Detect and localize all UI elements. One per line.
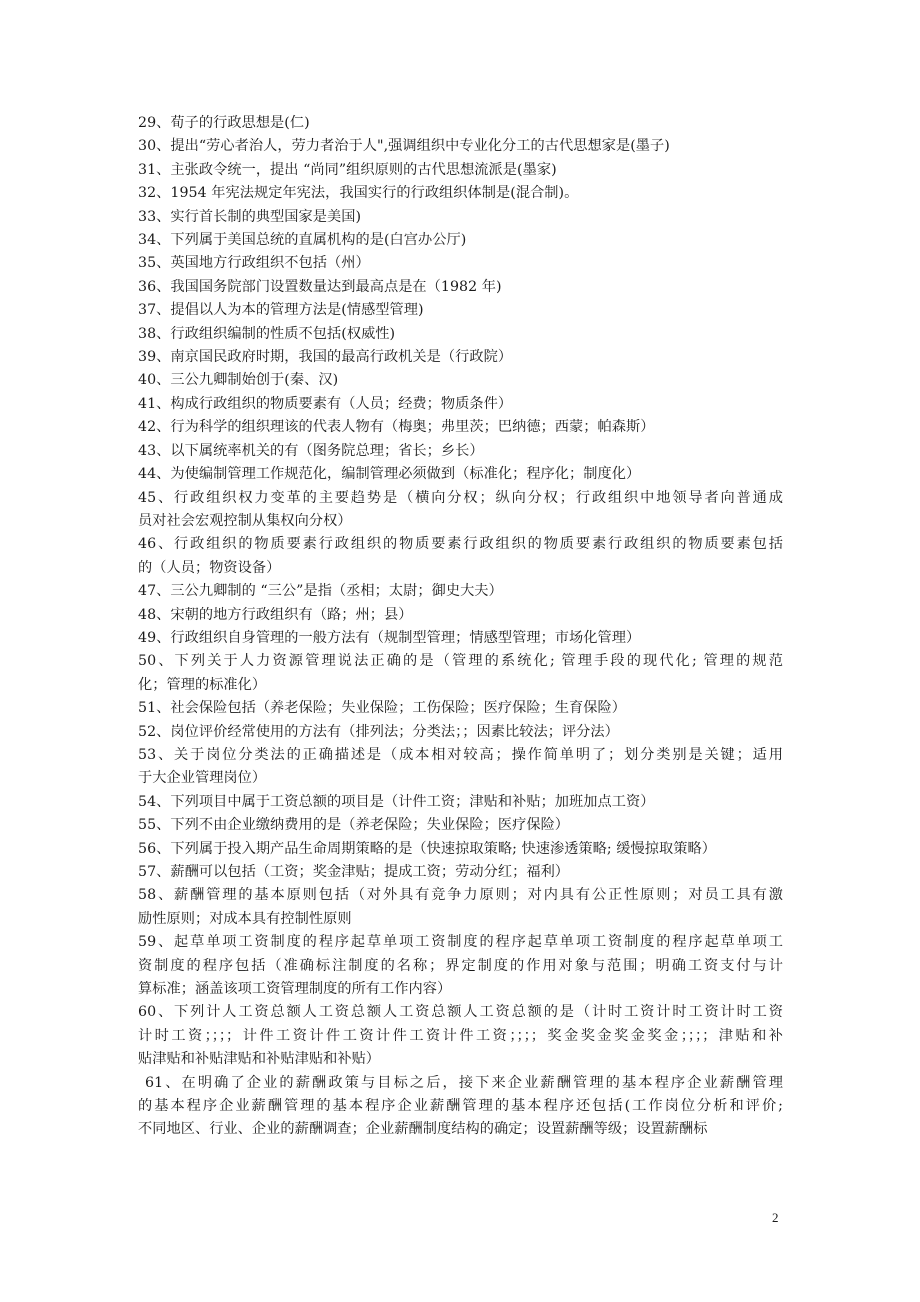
question-item bbox=[138, 463, 783, 486]
question-item bbox=[138, 229, 783, 252]
text-line: 34、下列属于美国总统的直属机构的是(白宫办公厅) bbox=[138, 232, 467, 249]
question-item bbox=[138, 299, 783, 322]
text-line: 46、行政组织的物质要素行政组织的物质要素行政组织的物质要素行政组织的物质要素包括 bbox=[138, 536, 783, 553]
text-line: 于大企业管理岗位） bbox=[138, 770, 267, 787]
text-line: 励性原则；对成本具有控制性原则 bbox=[138, 910, 352, 927]
question-item bbox=[138, 206, 783, 229]
question-item bbox=[138, 884, 783, 931]
question-item bbox=[138, 533, 783, 580]
question-item bbox=[138, 276, 783, 299]
text-line: 30、提出“劳心者治人，劳力者治于人",强调组织中专业化分工的古代思想家是(墨子) bbox=[138, 138, 670, 155]
text-line: 40、三公九卿制始创于(秦、汉) bbox=[138, 372, 339, 389]
text-line: 贴津贴和补贴津贴和补贴津贴和补贴） bbox=[138, 1051, 381, 1068]
question-item bbox=[138, 650, 783, 697]
question-item bbox=[138, 487, 783, 534]
text-line: 51、社会保险包括（养老保险；失业保险；工伤保险；医疗保险；生育保险） bbox=[138, 700, 626, 717]
text-line: 45、行政组织权力变革的主要趋势是（横向分权；纵向分权；行政组织中地领导者向普通成 bbox=[138, 489, 783, 506]
text-line: 35、英国地方行政组织不包括（州） bbox=[138, 255, 370, 272]
text-line: 61、在明确了企业的薪酬政策与目标之后，接下来企业薪酬管理的基本程序企业薪酬管理 bbox=[145, 1074, 783, 1091]
text-line: 41、构成行政组织的物质要素有（人员；经费；物质条件） bbox=[138, 395, 513, 412]
question-item bbox=[138, 697, 783, 720]
question-item bbox=[138, 838, 783, 861]
text-line: 44、为使编制管理工作规范化，编制管理必须做到（标准化；程序化；制度化） bbox=[138, 466, 641, 483]
question-item bbox=[138, 182, 783, 205]
text-line: 员对社会宏观控制从集权向分权） bbox=[138, 512, 352, 529]
text-line: 36、我国国务院部门设置数量达到最高点是在（1982 年) bbox=[138, 278, 502, 295]
text-line: 56、下列属于投入期产品生命周期策略的是（快速掠取策略; 快速渗透策略; 缓慢掠取策略） bbox=[138, 840, 716, 857]
text-line: 54、下列项目中属于工资总额的项目是（计件工资；津贴和补贴；加班加点工资） bbox=[138, 793, 655, 810]
question-item bbox=[138, 112, 783, 135]
text-line: 资制度的程序包括（准确标注制度的名称；界定制度的作用对象与范围；明确工资支付与计 bbox=[138, 957, 783, 974]
text-line: 计时工资；；；；计件工资计件工资计件工资计件工资；；；；奖金奖金奖金奖金；；；；津贴和补 bbox=[138, 1027, 783, 1044]
question-item bbox=[138, 861, 783, 884]
question-item bbox=[138, 346, 783, 369]
question-item bbox=[138, 744, 783, 791]
text-line: 47、三公九卿制的 “三公”是指（丞相；太尉；御史大夫） bbox=[138, 583, 503, 600]
text-line: 57、薪酬可以包括（工资；奖金津贴；提成工资；劳动分红；福利） bbox=[138, 864, 570, 880]
text-line: 55、下列不由企业缴纳费用的是（养老保险；失业保险；医疗保险） bbox=[138, 817, 570, 834]
text-line: 60、下列计人工资总额人工资总额人工资总额人工资总额的是（计时工资计时工资计时工资 bbox=[138, 1004, 783, 1021]
question-item bbox=[138, 1072, 783, 1142]
question-item bbox=[138, 721, 783, 744]
text-line: 32、1954 年宪法规定年宪法，我国实行的行政组织体制是(混合制)。 bbox=[138, 185, 579, 202]
page-number: 2 bbox=[772, 1210, 779, 1225]
text-line: 的基本程序企业薪酬管理的基本程序企业薪酬管理的基本程序还包括(工作岗位分析和评价; bbox=[138, 1098, 783, 1115]
text-line: 不同地区、行业、企业的薪酬调查；企业薪酬制度结构的确定；设置薪酬等级；设置薪酬标 bbox=[138, 1121, 708, 1138]
question-item bbox=[138, 416, 783, 439]
question-item bbox=[138, 159, 783, 182]
text-line: 39、南京国民政府时期，我国的最高行政机关是（行政院） bbox=[138, 349, 513, 366]
text-line: 29、荀子的行政思想是(仁) bbox=[138, 115, 310, 131]
question-item bbox=[138, 627, 783, 650]
text-line: 59、起草单项工资制度的程序起草单项工资制度的程序起草单项工资制度的程序起草单项工 bbox=[138, 934, 783, 951]
text-line: 33、实行首长制的典型国家是美国) bbox=[138, 208, 362, 225]
question-item bbox=[138, 135, 783, 158]
text-line: 53、关于岗位分类法的正确描述是（成本相对较高；操作简单明了；划分类别是关键；适用 bbox=[138, 746, 783, 763]
text-line: 算标准；涵盖该项工资管理制度的所有工作内容） bbox=[138, 981, 452, 998]
text-line: 37、提倡以人为本的管理方法是(情感型管理) bbox=[138, 302, 424, 319]
question-item bbox=[138, 580, 783, 603]
question-item bbox=[138, 814, 783, 837]
document-body bbox=[138, 112, 783, 1142]
text-line: 49、行政组织自身管理的一般方法有（规制型管理；情感型管理；市场化管理） bbox=[138, 629, 641, 646]
question-item bbox=[138, 369, 783, 392]
question-item bbox=[138, 323, 783, 346]
text-line: 31、主张政令统一，提出 “尚同”组织原则的古代思想流派是(墨家) bbox=[138, 161, 557, 178]
question-item bbox=[138, 791, 783, 814]
text-line: 52、岗位评价经常使用的方法有（排列法；分类法；；因素比较法；评分法） bbox=[138, 723, 619, 740]
text-line: 58、薪酬管理的基本原则包括（对外具有竞争力原则；对内具有公正性原则；对员工具有激 bbox=[138, 887, 783, 904]
question-item bbox=[138, 440, 783, 463]
text-line: 的（人员；物资设备） bbox=[138, 559, 281, 576]
question-item bbox=[138, 393, 783, 416]
text-line: 50、下列关于人力资源管理说法正确的是（管理的系统化; 管理手段的现代化; 管理的规范 bbox=[138, 653, 783, 670]
text-line: 42、行为科学的组织理该的代表人物有（梅奥；弗里茨；巴纳德；西蒙；帕森斯） bbox=[138, 419, 655, 436]
question-item bbox=[138, 252, 783, 275]
text-line: 43、以下属统率机关的有（图务院总理；省长；乡长） bbox=[138, 442, 484, 459]
text-line: 化；管理的标准化） bbox=[138, 676, 267, 693]
question-item bbox=[138, 1001, 783, 1071]
text-line: 48、宋朝的地方行政组织有（路；州；县） bbox=[138, 606, 413, 623]
question-item bbox=[138, 931, 783, 1001]
question-item bbox=[138, 604, 783, 627]
text-line: 38、行政组织编制的性质不包括(权威性) bbox=[138, 325, 396, 342]
